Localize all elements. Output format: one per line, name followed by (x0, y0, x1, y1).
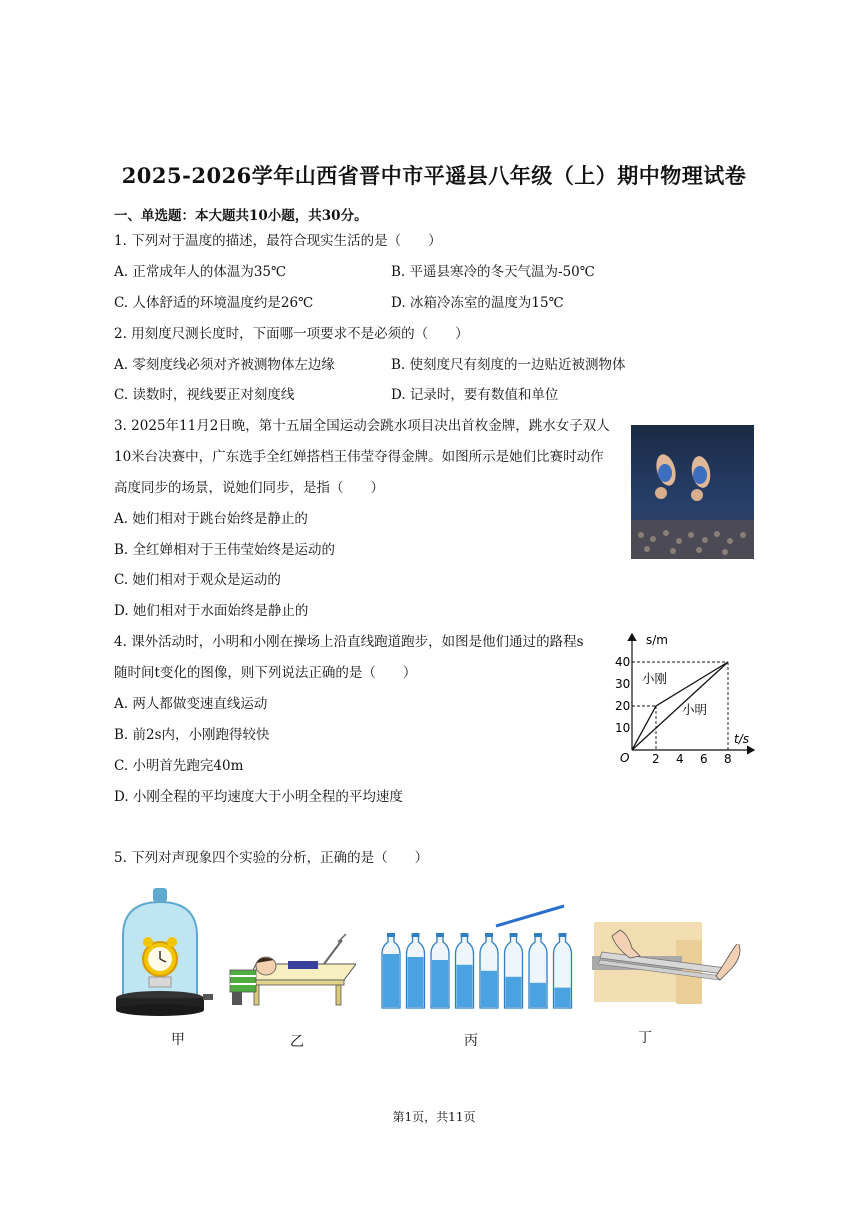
y-tick-label: 30 (615, 677, 631, 691)
distance-time-graph (612, 628, 760, 766)
x-tick-label: 2 (652, 752, 660, 766)
y-tick-label: 40 (615, 655, 631, 669)
question-3-stem-line-3: 高度同步的场景，说她们同步，是指（ ） (114, 480, 384, 496)
bottle-water (457, 965, 473, 1007)
page-number: 第1页，共11页 (392, 1110, 476, 1124)
question-4-option-a: A. 两人都做变速直线运动 (114, 696, 268, 712)
bottle-water (506, 977, 522, 1007)
bottle-water (408, 957, 424, 1007)
figure-label-yi: 乙 (290, 1034, 304, 1050)
figure-label-bing: 丙 (464, 1033, 478, 1049)
section-heading: 一、单选题：本大题共10小题，共30分。 (114, 208, 368, 224)
question-4-option-b: B. 前2s内，小刚跑得较快 (114, 727, 270, 743)
x-tick-label: 8 (724, 752, 732, 766)
bottle-water (383, 954, 399, 1007)
bottle-neck (534, 933, 542, 937)
x-tick-label: 4 (676, 752, 684, 766)
page-title: 2025-2026学年山西省晋中市平遥县八年级（上）期中物理试卷 (121, 163, 747, 188)
bottle-water (432, 960, 448, 1007)
x-tick-label: 6 (700, 752, 708, 766)
bottle-neck (412, 933, 420, 937)
bottle-water (530, 983, 546, 1007)
series-label-xiaogang: 小刚 (642, 671, 668, 686)
y-tick-label: 20 (615, 699, 631, 713)
question-1-option-c: C. 人体舒适的环境温度约是26℃ (114, 295, 314, 311)
question-4-option-c: C. 小明首先跑完40m (114, 758, 244, 774)
y-axis-label: s/m (646, 633, 668, 647)
question-2-stem: 2. 用刻度尺测长度时，下面哪一项要求不是必须的（ ） (114, 326, 469, 342)
question-4-stem-line-2: 随时间t变化的图像，则下列说法正确的是（ ） (114, 665, 417, 681)
question-2-option-b: B. 使刻度尺有刻度的一边贴近被测物体 (391, 357, 626, 373)
question-2-option-c: C. 读数时，视线要正对刻度线 (114, 387, 295, 403)
question-4-option-d: D. 小刚全程的平均速度大于小明全程的平均速度 (114, 789, 403, 805)
diving-photo (631, 425, 754, 559)
figure-label-ding: 丁 (638, 1030, 652, 1046)
question-1-option-b: B. 平遥县寒冷的冬天气温为-50℃ (391, 264, 595, 280)
ruler-vibration-figure (592, 920, 758, 1006)
origin-label: O (620, 751, 630, 765)
bottle-water (555, 988, 571, 1007)
figure-label-jia: 甲 (171, 1032, 185, 1048)
question-3-option-c: C. 她们相对于观众是运动的 (114, 572, 281, 588)
question-1-stem: 1. 下列对于温度的描述，最符合现实生活的是（ ） (114, 233, 442, 249)
question-2-option-a: A. 零刻度线必须对齐被测物体左边缘 (114, 357, 335, 373)
question-5-stem: 5. 下列对声现象四个实验的分析，正确的是（ ） (114, 850, 429, 866)
bottle-neck (461, 933, 469, 937)
question-3-option-b: B. 全红婵相对于王伟莹始终是运动的 (114, 542, 336, 558)
bottle-neck (559, 933, 567, 937)
desk-listening-figure (226, 928, 356, 1006)
question-3-stem-line-1: 3. 2025年11月2日晚，第十五届全国运动会跳水项目决出首枚金牌，跳水女子双人 (114, 418, 610, 434)
question-2-option-d: D. 记录时，要有数值和单位 (391, 387, 559, 403)
bottle-neck (387, 933, 395, 937)
x-axis-label: t/s (734, 732, 749, 746)
water-bottles-figure (378, 904, 576, 1012)
bell-jar-figure (113, 886, 217, 1024)
question-3-option-a: A. 她们相对于跳台始终是静止的 (114, 511, 308, 527)
question-4-stem-line-1: 4. 课外活动时，小明和小刚在操场上沿直线跑道跑步，如图是他们通过的路程s (114, 634, 584, 650)
bottle-neck (510, 933, 518, 937)
bottle-water (481, 971, 497, 1007)
question-3-stem-line-2: 10米台决赛中，广东选手全红婵搭档王伟莹夺得金牌。如图所示是她们比赛时动作 (114, 449, 604, 465)
series-label-xiaoming: 小明 (682, 702, 708, 717)
question-3-option-d: D. 她们相对于水面始终是静止的 (114, 603, 309, 619)
question-1-option-d: D. 冰箱冷冻室的温度为15℃ (391, 295, 564, 311)
y-tick-label: 10 (615, 721, 631, 735)
bottle-neck (485, 933, 493, 937)
question-1-option-a: A. 正常成年人的体温为35℃ (114, 264, 287, 280)
bottle-neck (436, 933, 444, 937)
